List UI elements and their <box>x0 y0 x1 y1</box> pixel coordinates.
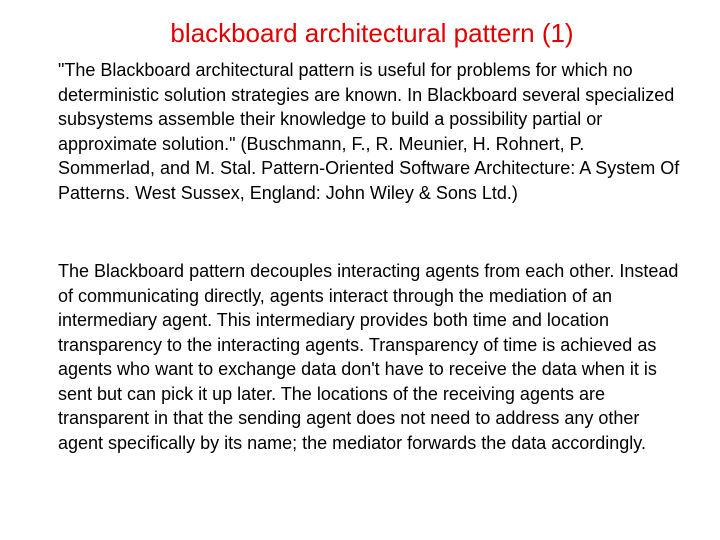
description-paragraph: The Blackboard pattern decouples interacting agents from each other. Instead of communicating directly, agents interact through the mediation of an intermediary agent. This intermediary provides both time and location transparency to the interacting agents. Transparency of time is achieved as agents who want to exchange data don't have to receive the data when it is sent but can pick it up later. The locations of the receiving agents are transparent in that the sending agent does not need to address any other agent specifically by its name; the mediator forwards the data accordingly. <box>58 261 679 453</box>
quote-paragraph: "The Blackboard architectural pattern is useful for problems for which no deterministic solution strategies are known. In Blackboard several specialized subsystems assemble their knowledge to build a possibility partial or approximate solution." (Buschmann, F., R. Meunier, H. Rohnert, P. Sommerlad, and M. Stal. Pattern-Oriented Software Architecture: A System Of Patterns. West Sussex, England: John Wiley & Sons Ltd.) <box>58 60 680 203</box>
slide-title: blackboard architectural pattern (1) <box>170 18 574 48</box>
